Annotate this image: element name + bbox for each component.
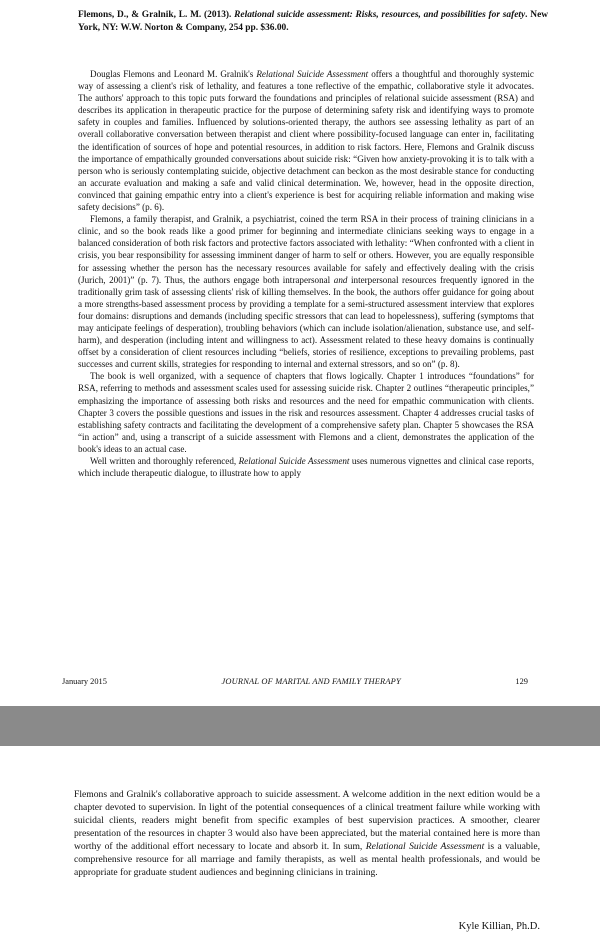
reviewer-signature: Kyle Killian, Ph.D. [458, 921, 540, 932]
paragraph-5-text-b: is a valuable, comprehensive resource for all marriage and family therapists, as well as mental health professionals, and would be appropriate for graduate student audiences and beginning clinicians in training. [74, 841, 541, 878]
review-body [78, 68, 534, 479]
book-citation [78, 9, 548, 35]
paragraph-2 [78, 213, 534, 370]
footer-page-number: 129 [515, 677, 528, 686]
paragraph-5-text-a: Flemons and Gralnik's collaborative approach to suicide assessment. A welcome addition in the next edition would be a chapter devoted to supervision. In light of the potential consequences of a clinical treatment failure while working with suicidal clients, readers might benefit from specific examples of best supervision practices. A smoother, clearer presentation of the resources in chapter 3 would also have been appreciated, but the material contained here is more than worthy of the additional effort necessary to locate and absorb it. In sum, [74, 789, 540, 852]
paragraph-1-text-a: Douglas Flemons and Leonard M. Gralnik's [90, 69, 257, 79]
book-title-italic: Relational Suicide Assessment [256, 69, 369, 79]
paragraph-4-text-a: Well written and thoroughly referenced, [90, 456, 239, 466]
page-separator [0, 706, 600, 746]
paragraph-4 [78, 455, 534, 479]
footer-journal: JOURNAL OF MARITAL AND FAMILY THERAPY [221, 677, 401, 686]
page-footer [62, 676, 528, 687]
footer-date: January 2015 [62, 677, 107, 686]
paragraph-2-text-a: Flemons, a family therapist, and Gralnik, a psychiatrist, coined the term RSA in their process of training clinicians in a clinic, and so the book reads like a good primer for beginning and intermediate clinicians seeking ways to engage in a balanced consideration of both risk factors and protective factors associated with lethality: “When confronted with a client in crisis, you bear responsibility for assessing imminent danger of harm to self or others. However, you are equally responsible for assessing whether the person has the necessary resources available for safely and effectively dealing with the crisis (Jurich, 2001)” (p. 7). Thus, the authors engage both intrapersonal [78, 214, 534, 285]
citation-title: Relational suicide assessment: Risks, resources, and possibilities for safety [234, 10, 526, 20]
book-title-italic: Relational Suicide Assessment [238, 456, 350, 466]
paragraph-1-text-b: offers a thoughtful and thoroughly systemic way of assessing a client's risk of lethality, and features a tone reflective of the empathic, collaborative style it advocates. The authors' approach to this topic puts forward the foundations and principles of relational suicide assessment (RSA) and describes its application in therapeutic practice for the purpose of determining safety risk and identifying ways to promote safety in couples and families. Influenced by solutions-oriented therapy, the authors see assessing lethality as part of an overall collaborative conversation between therapist and client where possibility-focused language can enter in, facilitating the identification of sources of hope and potential resources, in addition to risk factors. Here, Flemons and Gralnik discuss the importance of empathically grounded conversations about suicide risk: “Given how anxiety-provoking it is to talk with a person who is seriously contemplating suicide, objective detachment can beckon as the most desirable stance for conducting an accurate evaluation and making a safe and valid clinical determination. We, however, head in the opposite direction, convinced that gaining empathic entry into a client's experience is best for acquiring reliable information and making wise safety decisions” (p. 6). [78, 69, 534, 213]
paragraph-4-text-b: uses numerous vignettes and clinical case reports, which include therapeutic dialogue, to illustrate how to apply [78, 456, 534, 479]
book-title-italic: Relational Suicide Assessment [365, 841, 485, 852]
and-italic: and [333, 274, 348, 285]
paragraph-3: The book is well organized, with a sequence of chapters that flows logically. Chapter 1 introduces “foundations” for RSA, referring to methods and assessment scales used for assessing suicide risk. Chapter 2 outlines “therapeutic principles,” emphasizing the importance of assessing both risks and resources and the need for empathic communication with clients. Chapter 3 covers the possible questions and issues in the risk and resources assessment. Chapter 4 addresses crucial tasks of establishing safety contracts and facilitating the development of a comprehensive safety plan. Chapter 5 showcases the RSA “in action” and, using a transcript of a suicide assessment with Flemons and a client, demonstrates the application of the book's ideas to an actual case. [78, 371, 534, 454]
paragraph-1 [78, 68, 534, 213]
review-body-continued [74, 788, 540, 879]
citation-publisher: . New York, NY: W.W. Norton & Company, 254 pp. $36.00. [78, 10, 548, 33]
page-two [0, 746, 600, 940]
paragraph-5 [74, 788, 540, 879]
paragraph-2-text-b: interpersonal resources frequently ignored in the traditionally grim task of assessing clients' risk of killing themselves. In the book, the authors offer guidance for going about a more strengths-based assessment process by providing a template for a semi-structured assessment interview that explores four domains: disruptions and demands (including specific stressors that can lead to hopelessness), suffering (symptoms that may anticipate feelings of desperation), troubling behaviors (which can include isolation/alienation, substance use, and self-harm), and desperation (including intent and willingness to act). Assessment related to these heavy domains is continually offset by a consideration of client resources including “beliefs, stories of resilience, exceptions to prevailing problems, past successes and current skills, strategies for responding to internal and external stressors, and so on” (p. 8). [78, 274, 535, 370]
citation-authors: Flemons, D., & Gralnik, L. M. (2013). [78, 10, 232, 20]
